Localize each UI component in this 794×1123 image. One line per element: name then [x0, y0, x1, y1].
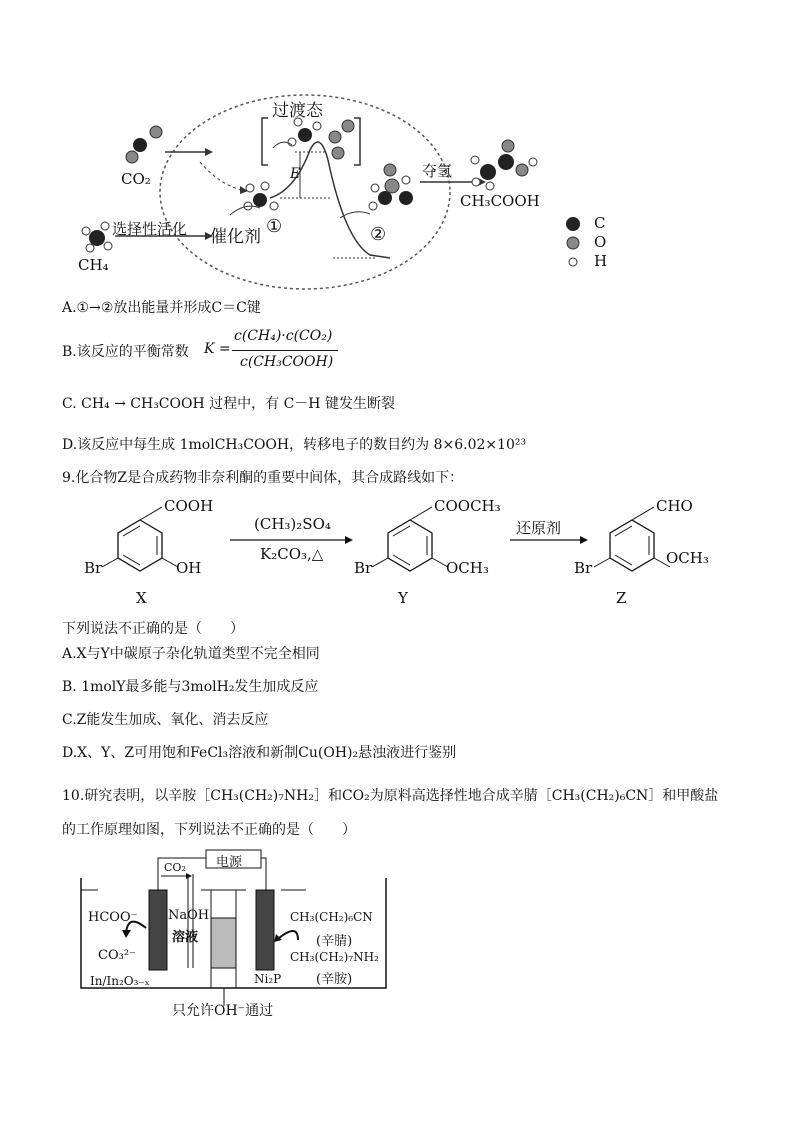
membrane	[211, 918, 236, 968]
legend-c-label: C	[594, 214, 606, 232]
catalyst-label: 催化剂	[210, 227, 261, 247]
y-cooch3: COOCH₃	[434, 497, 501, 515]
arrow2-top: 还原剂	[516, 519, 562, 537]
q9-stem: 9.化合物Z是合成药物非奈利酮的重要中间体，其合成路线如下：	[62, 470, 464, 486]
legend-hydrogen-icon	[569, 258, 577, 266]
naoh-label: NaOH	[168, 908, 210, 923]
left-electrode	[149, 890, 167, 970]
z-och3: OCH₃	[666, 549, 709, 567]
legend-oxygen-icon	[567, 237, 579, 249]
electrolysis-svg	[76, 848, 406, 1023]
step1-label: ①	[266, 216, 283, 237]
q10-line2: 的工作原理如图，下列说法不正确的是（ ）	[62, 822, 356, 838]
q8-option-b-k: K =	[204, 341, 231, 357]
carbonate-label: CO₃²⁻	[98, 948, 136, 963]
y-label: Y	[398, 589, 408, 607]
y-br: Br	[354, 559, 373, 577]
co2-label: CO₂	[121, 170, 151, 188]
ch4-label: CH₄	[78, 256, 109, 274]
activation-label: 选择性活化	[112, 220, 188, 238]
hydrogen-abstraction-label: 夺氢	[422, 162, 453, 180]
right-electrode	[256, 890, 274, 970]
q9-option-b: B. 1molY最多能与3molH₂发生加成反应	[62, 679, 319, 695]
step2-label: ②	[370, 224, 387, 245]
x-cooh: COOH	[164, 497, 214, 515]
z-label: Z	[616, 589, 627, 607]
reaction-mechanism-figure	[70, 90, 630, 290]
legend-o-label: O	[594, 233, 607, 251]
legend-h-label: H	[594, 252, 608, 270]
transition-state-label: 过渡态	[272, 101, 323, 121]
arrow1-top: (CH₃)₂SO₄	[254, 515, 331, 533]
co2-inlet-label: CO₂	[164, 861, 186, 874]
electrolysis-figure	[76, 848, 406, 1023]
nitrile-label: CH₃(CH₂)₆CN	[290, 910, 373, 924]
z-cho: CHO	[656, 497, 693, 515]
synthesis-route	[70, 495, 730, 610]
q9-prompt: 下列说法不正确的是（ ）	[62, 621, 244, 637]
x-label: X	[136, 589, 147, 607]
power-label: 电源	[216, 855, 243, 870]
energy-label: E	[290, 166, 301, 182]
y-och3: OCH₃	[446, 559, 489, 577]
amine-name-label: (辛胺)	[316, 972, 353, 987]
q8-option-d: D.该反应中每生成 1molCH₃COOH，转移电子的数目约为 8×6.02×10²³	[62, 437, 527, 453]
z-br: Br	[574, 559, 593, 577]
arrow1-bottom: K₂CO₃,△	[260, 545, 324, 563]
legend-carbon-icon	[566, 217, 580, 231]
x-oh: OH	[176, 559, 202, 577]
mechanism-svg	[70, 90, 630, 290]
solution-label: 溶液	[172, 930, 199, 945]
formate-label: HCOO⁻	[88, 910, 138, 925]
acetic-acid-label: CH₃COOH	[460, 192, 540, 210]
q8-option-c: C. CH₄ → CH₃COOH 过程中，有 C－H 键发生断裂	[62, 396, 395, 412]
fraction-bar	[232, 350, 338, 351]
left-electrode-label: In/In₂O₃₋ₓ	[90, 974, 150, 988]
q9-option-d: D.X、Y、Z可用饱和FeCl₃溶液和新制Cu(OH)₂悬浊液进行鉴别	[62, 745, 457, 761]
amine-label: CH₃(CH₂)₇NH₂	[290, 950, 379, 964]
x-br: Br	[84, 559, 103, 577]
q8-option-b-denominator: c(CH₃COOH)	[240, 354, 334, 370]
q9-option-c: C.Z能发生加成、氧化、消去反应	[62, 712, 269, 728]
nitrile-name-label: (辛腈)	[316, 934, 353, 949]
right-electrode-label: Ni₂P	[254, 972, 282, 986]
q10-line1: 10.研究表明，以辛胺［CH₃(CH₂)₇NH₂］和CO₂为原料高选择性地合成辛腈［CH₃(CH₂)₆CN］和甲酸盐	[62, 788, 719, 804]
q8-option-b-prefix: B.该反应的平衡常数	[62, 344, 189, 360]
membrane-label: 只允许OH⁻通过	[172, 1003, 274, 1019]
q9-option-a: A.X与Y中碳原子杂化轨道类型不完全相同	[62, 646, 320, 662]
q8-option-b-numerator: c(CH₄)·c(CO₂)	[234, 328, 333, 344]
q8-option-a: A.①→②放出能量并形成C＝C键	[62, 300, 261, 316]
